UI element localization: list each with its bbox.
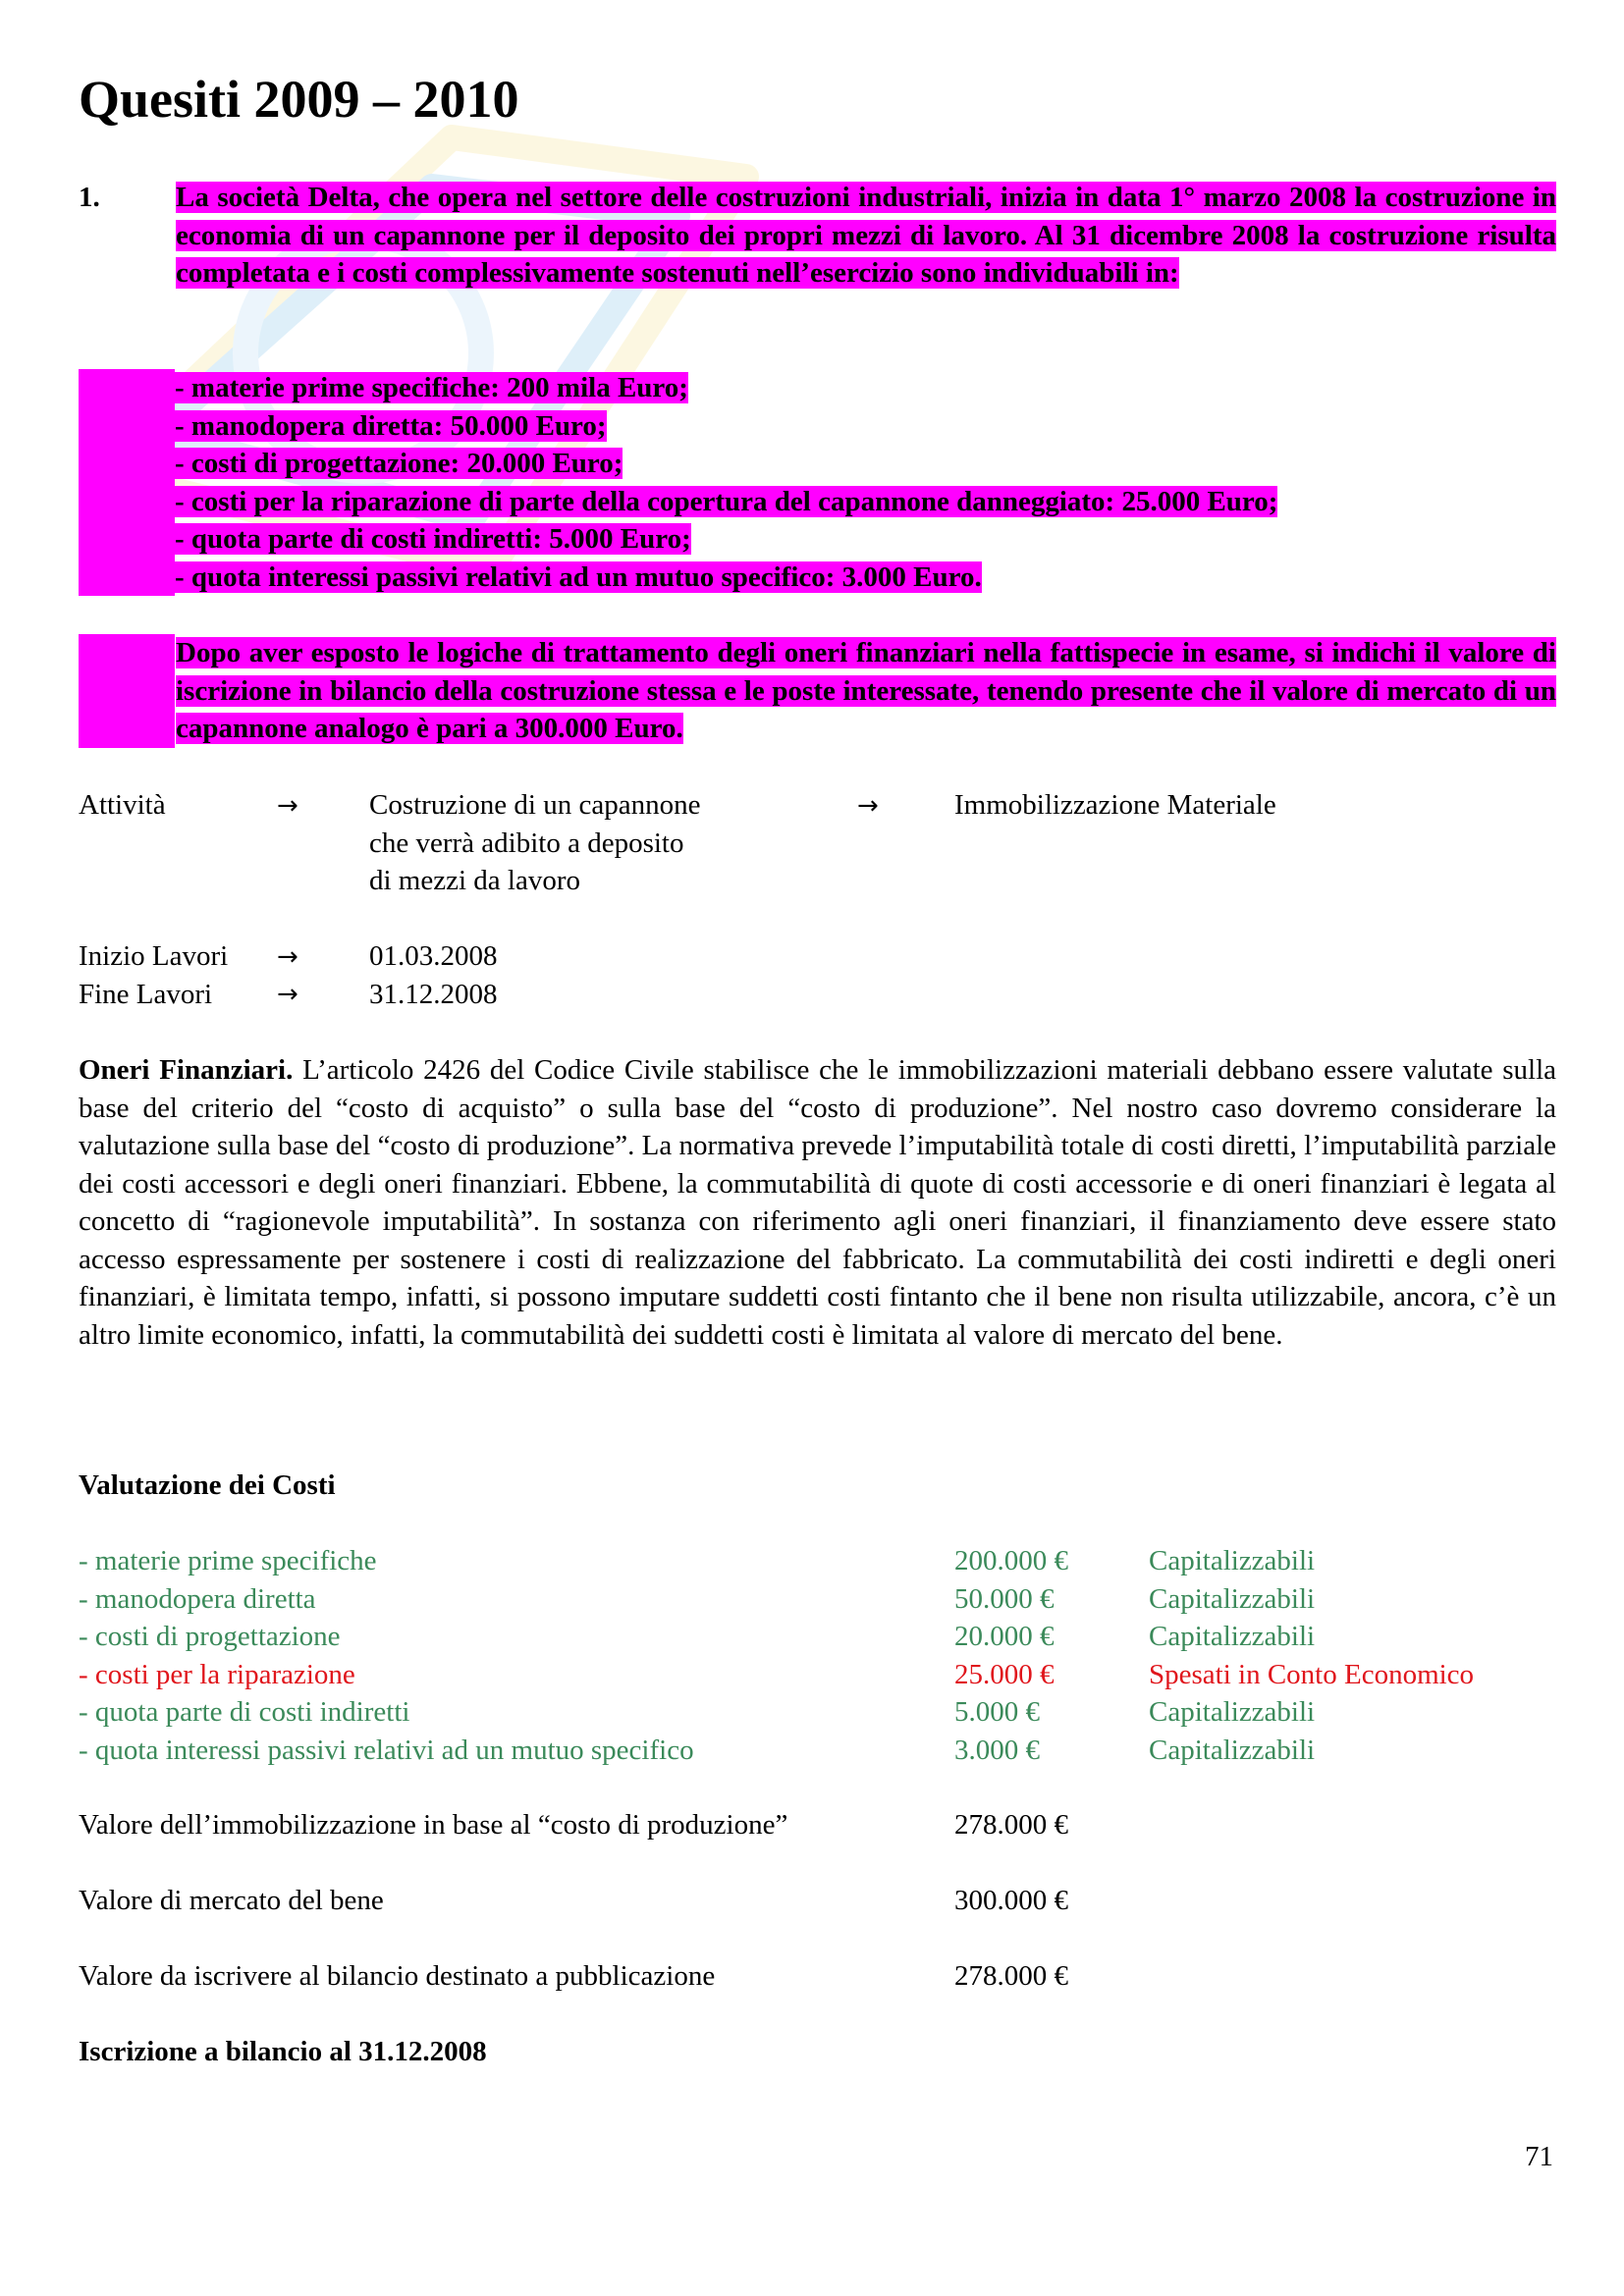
cost-row-amount: 200.000 € (954, 1545, 1068, 1576)
list-item: - costi di progettazione: 20.000 Euro; (175, 448, 623, 479)
oneri-paragraph (79, 1051, 1556, 1354)
cost-row-label: - quota parte di costi indiretti (79, 1696, 410, 1728)
iscrizione-heading: Iscrizione a bilancio al 31.12.2008 (79, 2036, 487, 2067)
list-item: - quota interessi passivi relativi ad un mutuo specifico: 3.000 Euro. (175, 561, 982, 593)
cost-row-treatment: Capitalizzabili (1149, 1734, 1316, 1766)
cost-row-label: - quota interessi passivi relativi ad un mutuo specifico (79, 1734, 694, 1766)
end-label: Fine Lavori (79, 978, 213, 1010)
activity-description-line: Costruzione di un capannone (369, 789, 701, 821)
list-item: - costi per la riparazione di parte della copertura del capannone danneggiato: 25.000 Euro; (175, 485, 1278, 517)
page-title: Quesiti 2009 – 2010 (79, 70, 519, 129)
question-intro (79, 179, 1556, 293)
valutazione-heading: Valutazione dei Costi (79, 1469, 336, 1501)
list-item: - manodopera diretta: 50.000 Euro; (175, 409, 607, 442)
summary-label: Valore di mercato del bene (79, 1885, 384, 1916)
activity-description-line: che verrà adibito a deposito (369, 827, 684, 859)
oneri-text: L’articolo 2426 del Codice Civile stabilisce che le immobilizzazioni materiali debbano essere valutate sulla base del criterio del “costo di acquisto” o sulla base del “costo di produzione”. Nel nostro caso dovremo considerare la valutazione sulla base del “costo di produzione”. La normativa prevede l’imputabilità totale di costi diretti, l’imputabilità parziale dei costi accessori e degli oneri finanziari. Ebbene, la commutabilità di quote di costi accessorie e di oneri finanziari è legata al concetto di “ragionevole imputabilità”. In sostanza con riferimento agli oneri finanziari, il finanziamento deve essere stato accesso espressamente per sostenere i costi di realizzazione del fabbricato. La commutabilità dei costi indiretti e degli oneri finanziari, è limitata tempo, infatti, si possono imputare suddetti costi fintanto che il bene non risulta utilizzabile, ancora, c’è un altro limite economico, infatti, la commutabilità dei suddetti costi è limitata al valore di mercato del bene. (79, 1054, 1557, 1351)
cost-row-label: - materie prime specifiche (79, 1545, 377, 1576)
cost-row-label: - costi per la riparazione (79, 1658, 355, 1690)
end-date: 31.12.2008 (369, 978, 498, 1010)
list-item: - materie prime specifiche: 200 mila Euro; (175, 372, 688, 403)
summary-label: Valore dell’immobilizzazione in base al “costo di produzione” (79, 1809, 788, 1841)
right-arrow-icon: → (277, 980, 298, 1009)
cost-row-amount: 50.000 € (954, 1582, 1055, 1615)
right-arrow-icon: → (277, 791, 298, 821)
cost-row-amount: 5.000 € (954, 1696, 1040, 1728)
summary-amount: 278.000 € (954, 1960, 1068, 1992)
list-item: - quota parte di costi indiretti: 5.000 Euro; (175, 523, 691, 555)
cost-row-treatment: Capitalizzabili (1149, 1621, 1316, 1652)
activity-classification: Immobilizzazione Materiale (954, 789, 1276, 821)
cost-row-amount: 3.000 € (954, 1734, 1040, 1766)
summary-label: Valore da iscrivere al bilancio destinato a pubblicazione (79, 1960, 716, 1992)
cost-row-treatment: Capitalizzabili (1149, 1696, 1316, 1728)
cost-row-treatment: Capitalizzabili (1149, 1545, 1316, 1576)
activity-description-line: di mezzi da lavoro (369, 865, 580, 896)
activity-label: Attività (79, 789, 166, 821)
cost-row-amount: 25.000 € (954, 1658, 1055, 1690)
summary-amount: 278.000 € (954, 1809, 1068, 1841)
right-arrow-icon: → (277, 942, 298, 972)
question-request: Dopo aver esposto le logiche di trattamento degli oneri finanziari nella fattispecie in esame, si indichi il valore di iscrizione in bilancio della costruzione stessa e le poste interessate, tenendo presente che il valore di mercato di un capannone analogo è pari a 300.000 Euro. (176, 637, 1556, 744)
oneri-heading: Oneri Finanziari. (79, 1054, 294, 1086)
right-arrow-icon: → (857, 791, 879, 821)
cost-row-label: - manodopera diretta (79, 1582, 316, 1615)
start-label: Inizio Lavori (79, 940, 229, 972)
cost-row-treatment: Spesati in Conto Economico (1149, 1658, 1475, 1690)
question-number: 1. (79, 182, 100, 213)
summary-amount: 300.000 € (954, 1885, 1068, 1916)
cost-row-treatment: Capitalizzabili (1149, 1582, 1316, 1615)
cost-row-amount: 20.000 € (954, 1621, 1055, 1652)
items-highlight (79, 369, 175, 596)
cost-row-label: - costi di progettazione (79, 1621, 341, 1652)
start-date: 01.03.2008 (369, 940, 498, 972)
question-intro-text: La società Delta, che opera nel settore delle costruzioni industriali, inizia in data 1° marzo 2008 la costruzione in economia di un capannone per il deposito dei propri mezzi di lavoro. Al 31 dicembre 2008 la costruzione risulta completata e i costi complessivamente sostenuti nell’esercizio sono individuabili in: (176, 182, 1556, 289)
page-number: 71 (1525, 2141, 1553, 2172)
